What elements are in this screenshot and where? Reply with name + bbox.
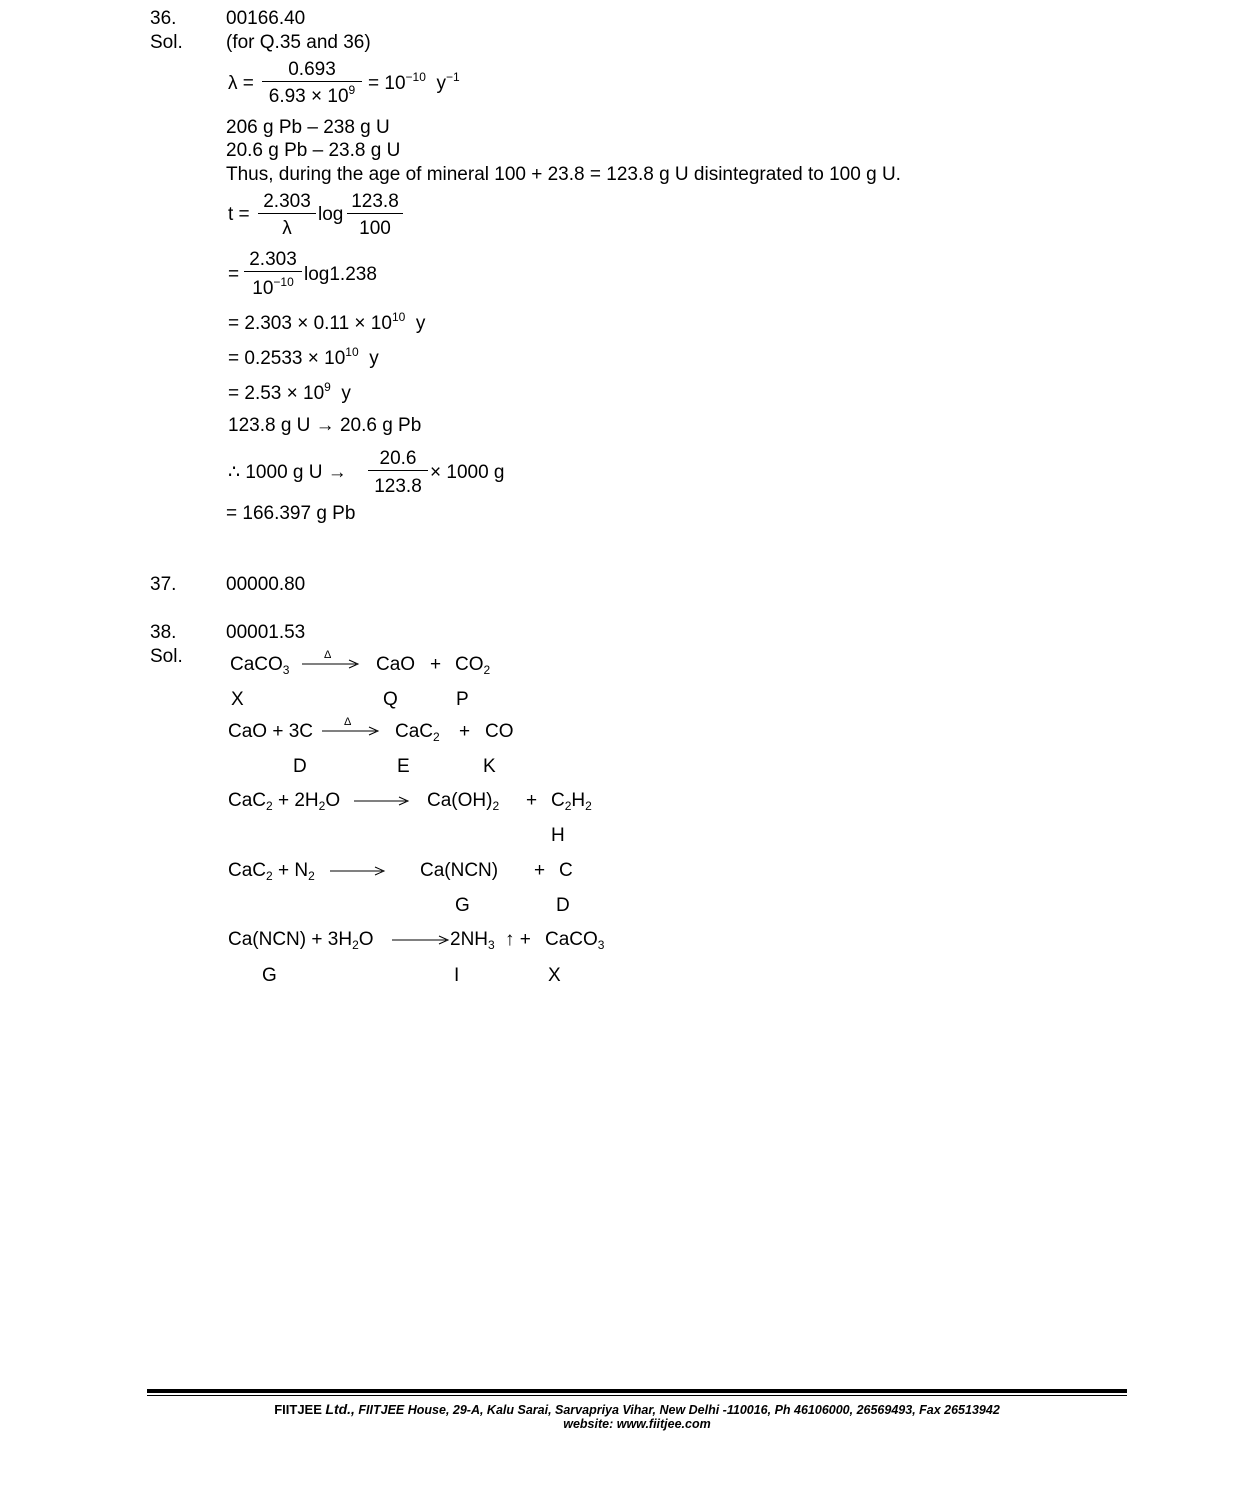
r1-arrow-icon bbox=[302, 658, 360, 670]
step2-log: log1.238 bbox=[304, 264, 377, 285]
lambda-unit-exp: −1 bbox=[445, 70, 460, 84]
r1-condition: Δ bbox=[324, 649, 332, 661]
question-number-37: 37. bbox=[150, 574, 177, 595]
lambda-value bbox=[368, 70, 460, 94]
r4-product-1: Ca(NCN) bbox=[420, 860, 499, 881]
r3-product-2 bbox=[551, 790, 592, 813]
r5-up-arrow: ↑ + bbox=[505, 929, 531, 950]
solution-note: (for Q.35 and 36) bbox=[226, 32, 371, 53]
r2-arrow-icon bbox=[322, 725, 380, 737]
r3-a-sub: 2 bbox=[266, 799, 273, 813]
step3 bbox=[228, 310, 426, 334]
step2-den-exp: −10 bbox=[273, 275, 294, 289]
r3-b-sub: 2 bbox=[318, 799, 326, 813]
r4-a: CaC bbox=[228, 860, 267, 881]
r5-product-2 bbox=[545, 929, 605, 952]
r5-arrow-icon bbox=[392, 934, 450, 946]
t-den-1: λ bbox=[258, 213, 316, 238]
step4-exp: 10 bbox=[345, 345, 359, 359]
r3-reactants bbox=[228, 790, 341, 813]
r3-p2b: H bbox=[571, 790, 586, 811]
footer-website[interactable]: website: www.fiitjee.com bbox=[563, 1417, 711, 1431]
r3-p1-sub: 2 bbox=[492, 799, 500, 813]
r3-p2b-sub: 2 bbox=[585, 799, 592, 813]
r1-plus: + bbox=[430, 654, 442, 675]
r2-label-k: K bbox=[483, 756, 496, 777]
r5-label-i: I bbox=[454, 965, 460, 986]
step5-base: = 2.53 × 10 bbox=[228, 383, 325, 404]
r1-product-2 bbox=[455, 654, 491, 677]
r5-a-sub: 2 bbox=[352, 938, 359, 952]
r3-a: CaC bbox=[228, 790, 267, 811]
r3-plus: + bbox=[526, 790, 538, 811]
step2-eq: = bbox=[228, 264, 240, 285]
r5-product-1 bbox=[450, 929, 495, 952]
step7-den: 123.8 bbox=[368, 470, 428, 496]
step2-den bbox=[244, 271, 302, 298]
lambda-unit: y bbox=[436, 73, 446, 94]
r3-product-1 bbox=[427, 790, 500, 813]
r4-plus: + bbox=[534, 860, 546, 881]
r2-p1-base: CaC bbox=[395, 721, 434, 742]
r4-b-sub: 2 bbox=[308, 869, 315, 883]
r5-p2-sub: 3 bbox=[597, 938, 605, 952]
step4-unit: y bbox=[369, 348, 379, 369]
answer-38: 00001.53 bbox=[226, 622, 306, 643]
step4 bbox=[228, 345, 379, 369]
step6: 123.8 g U → 20.6 g Pb bbox=[228, 415, 422, 436]
step5 bbox=[228, 380, 351, 404]
step5-exp: 9 bbox=[324, 380, 331, 394]
step7-rhs: × 1000 g bbox=[430, 462, 505, 483]
r5-p2-base: CaCO bbox=[545, 929, 598, 950]
r1-reactant bbox=[230, 654, 290, 677]
lambda-eq: = 10 bbox=[368, 73, 406, 94]
r4-a-sub: 2 bbox=[266, 869, 273, 883]
step7-num: 20.6 bbox=[379, 448, 417, 469]
lambda-fraction bbox=[262, 60, 362, 106]
step3-base: = 2.303 × 0.11 × 10 bbox=[228, 313, 392, 334]
r2-product-2: CO bbox=[485, 721, 514, 742]
r1-label-x: X bbox=[231, 689, 244, 710]
solution-label-38: Sol. bbox=[150, 646, 183, 667]
lambda-exp: −10 bbox=[405, 70, 426, 84]
step5-unit: y bbox=[341, 383, 351, 404]
r3-arrow-icon bbox=[354, 795, 410, 807]
r5-p1-sub: 3 bbox=[488, 938, 495, 952]
r2-label-e: E bbox=[397, 756, 410, 777]
r3-p1-base: Ca(OH) bbox=[427, 790, 493, 811]
lambda-denominator bbox=[262, 81, 362, 106]
t-num-1: 2.303 bbox=[263, 191, 311, 212]
t-log: log bbox=[318, 204, 344, 225]
answer-37: 00000.80 bbox=[226, 574, 306, 595]
lambda-numerator: 0.693 bbox=[288, 59, 336, 80]
r1-label-q: Q bbox=[383, 689, 398, 710]
r5-a: Ca(NCN) + 3H bbox=[228, 929, 353, 950]
r3-c: O bbox=[325, 790, 341, 811]
r3-p2a-sub: 2 bbox=[564, 799, 572, 813]
r4-reactants bbox=[228, 860, 315, 883]
r5-reactants bbox=[228, 929, 374, 952]
answer-36: 00166.40 bbox=[226, 8, 306, 29]
r5-label-x: X bbox=[548, 965, 561, 986]
r4-label-g: G bbox=[455, 895, 470, 916]
footer-rule-thick bbox=[147, 1389, 1127, 1393]
r3-b: + 2H bbox=[277, 790, 319, 811]
lambda-den-exp: 9 bbox=[348, 83, 356, 97]
thus-statement: Thus, during the age of mineral 100 + 23.8 = 123.8 g U disintegrated to 100 g U. bbox=[226, 164, 901, 185]
footer-ltd: Ltd., bbox=[325, 1401, 355, 1417]
t-lhs: t = bbox=[228, 204, 250, 225]
step2-num: 2.303 bbox=[249, 249, 297, 270]
r2-condition: Δ bbox=[344, 716, 352, 728]
r3-p2a: C bbox=[551, 790, 565, 811]
r1-product-1: CaO bbox=[376, 654, 416, 675]
question-number-38: 38. bbox=[150, 622, 177, 643]
ratio-line-2: 20.6 g Pb – 23.8 g U bbox=[226, 140, 401, 161]
r4-label-d: D bbox=[556, 895, 570, 916]
r4-b: + N bbox=[277, 860, 309, 881]
r5-label-g: G bbox=[262, 965, 277, 986]
step7-lhs: ∴ 1000 g U → bbox=[228, 462, 347, 483]
t-fraction-2 bbox=[347, 192, 403, 238]
footer-rule-thin bbox=[147, 1395, 1127, 1396]
r5-b: O bbox=[358, 929, 374, 950]
r2-reactant: CaO + 3C bbox=[228, 721, 314, 742]
r2-p1-sub: 2 bbox=[433, 730, 440, 744]
r3-label-h: H bbox=[551, 825, 565, 846]
t-num-2: 123.8 bbox=[351, 191, 399, 212]
t-den-2: 100 bbox=[347, 213, 403, 238]
step2-den-base: 10 bbox=[252, 278, 274, 299]
r1-label-p: P bbox=[456, 689, 469, 710]
t-fraction-1 bbox=[258, 192, 316, 238]
final-result-36: = 166.397 g Pb bbox=[226, 503, 356, 524]
step3-unit: y bbox=[415, 313, 426, 334]
step2-fraction bbox=[244, 250, 302, 298]
r1-reactant-base: CaCO bbox=[230, 654, 283, 675]
lambda-den-base: 6.93 × 10 bbox=[268, 86, 349, 107]
r2-plus: + bbox=[459, 721, 471, 742]
r4-arrow-icon bbox=[330, 865, 386, 877]
r1-p2-base: CO bbox=[455, 654, 484, 675]
solution-label: Sol. bbox=[150, 32, 183, 53]
step3-exp: 10 bbox=[391, 310, 406, 324]
footer-address-text: FIITJEE House, 29-A, Kalu Sarai, Sarvapriya Vihar, New Delhi -110016, Ph 46106000, 26569493, Fax 26513942 bbox=[358, 1403, 1000, 1417]
r5-p1-base: 2NH bbox=[450, 929, 489, 950]
lambda-symbol: λ = bbox=[228, 73, 254, 94]
r2-product-1 bbox=[395, 721, 440, 744]
ratio-line-1: 206 g Pb – 238 g U bbox=[226, 117, 390, 138]
r2-label-d: D bbox=[293, 756, 307, 777]
r4-product-2: C bbox=[559, 860, 573, 881]
step7-fraction bbox=[368, 449, 428, 496]
r1-reactant-sub: 3 bbox=[282, 663, 290, 677]
footer-brand: FIITJEE bbox=[274, 1402, 322, 1417]
footer-address bbox=[147, 1402, 1127, 1417]
step4-base: = 0.2533 × 10 bbox=[228, 348, 346, 369]
r1-p2-sub: 2 bbox=[483, 663, 491, 677]
question-number-36: 36. bbox=[150, 8, 177, 29]
